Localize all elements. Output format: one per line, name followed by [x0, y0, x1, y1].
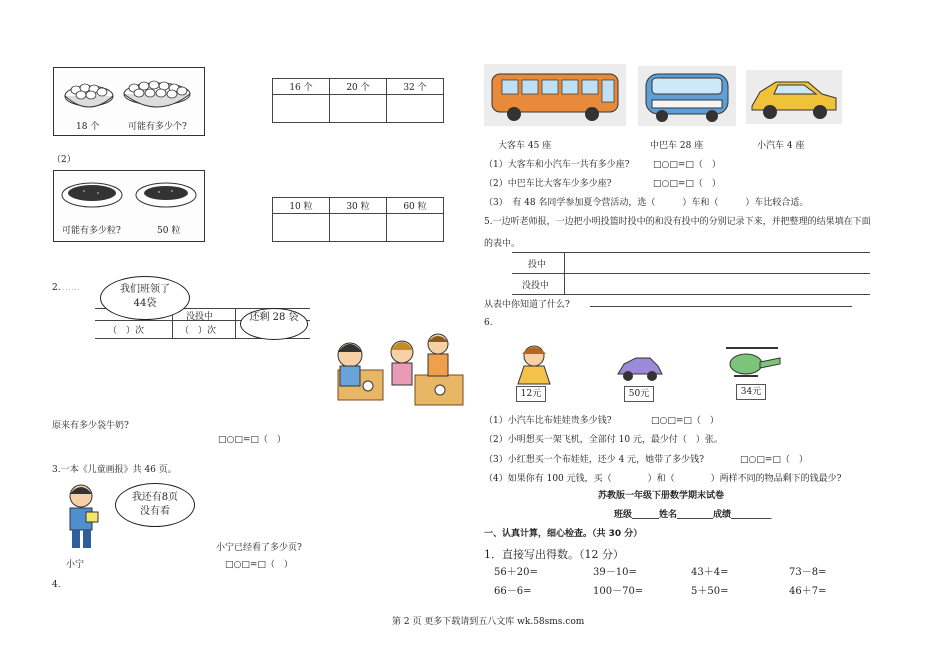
q5-line2: 的表中。: [484, 239, 521, 249]
exam-title: 苏教版一年级下册数学期末试卷: [598, 491, 725, 501]
toy-car-icon: [614, 352, 664, 384]
q2-count-cell[interactable]: （ ）次: [180, 326, 217, 336]
price-tag: [736, 384, 766, 400]
q6-question: （2）小明想买一架飞机，全部付 10 元，最少付（ ）张。: [484, 435, 723, 445]
q2-table-lines: [235, 308, 236, 338]
bubble-text: 我还有8页没有看: [131, 492, 179, 517]
q2-col-header: 没投中: [186, 312, 214, 322]
q5-question: 从表中你知道了什么?: [484, 300, 570, 310]
bubble-text: 还剩 28 袋: [249, 312, 299, 323]
vehicle-formula[interactable]: □○□=□（ ）: [653, 179, 721, 189]
answer-cell[interactable]: [387, 95, 444, 123]
price-tag: [516, 386, 546, 402]
calc-problem: 56＋20=: [494, 567, 538, 578]
q6-number: 6.: [484, 318, 493, 328]
part2-marker: （2）: [52, 155, 76, 165]
calc-problem: 66－6=: [494, 586, 532, 597]
q6-question: （3）小红想买一个布娃娃，还少 4 元，她带了多少钱?: [484, 455, 705, 465]
bubble-text: 我们班领了44袋: [120, 284, 170, 309]
vehicle-formula[interactable]: □○□=□（ ）: [653, 160, 721, 170]
calc-problem: 43＋4=: [691, 567, 729, 578]
beans-answer-table: [272, 197, 444, 242]
q5-row-label: 投中: [528, 260, 547, 270]
toy-helicopter-icon: [720, 342, 784, 382]
page-footer: 第 2 页 更多下载请到五八文库 wk.58sms.com: [392, 617, 585, 627]
table-cell: 16 个: [273, 79, 330, 95]
q2-question: 原来有多少袋牛奶?: [52, 421, 129, 431]
q5-line1: 5.一边听老师报，一边把小明投篮时投中的和没有投中的分别记录下来，并把整理的结果填在下面: [484, 217, 871, 227]
vehicle-label: 小汽车 4 座: [757, 141, 805, 151]
speech-bubble-right: [240, 308, 308, 340]
price-text: 50元: [628, 389, 650, 399]
calc-problem: 5＋50=: [691, 586, 729, 597]
doll-icon: [512, 342, 558, 392]
calc-problem: 46＋7=: [789, 586, 827, 597]
vehicle-question: （1）大客车和小汽车一共有多少座?: [484, 160, 630, 170]
children-with-box-illustration: [320, 330, 470, 412]
vehicle-question: （2）中巴车比大客车少多少座?: [484, 179, 612, 189]
price-tag: [624, 386, 654, 402]
section-title: 一、认真计算，细心检查。（共 30 分）: [484, 529, 643, 539]
vehicle-label: 中巴车 28 座: [650, 141, 704, 151]
vehicle-label: 大客车 45 座: [498, 141, 552, 151]
beans-known-label: 50 粒: [157, 226, 181, 236]
beans-picture: [53, 170, 205, 242]
q3-name: 小宁: [66, 560, 85, 570]
answer-cell[interactable]: [330, 95, 387, 123]
answer-cell[interactable]: [387, 214, 444, 242]
subsection-title: 1．直接写出得数。（12 分）: [484, 548, 624, 561]
speech-bubble-q3: [115, 483, 195, 527]
table-cell: 10 粒: [273, 198, 330, 214]
q3-text: 3.一本《儿童画报》共 46 页。: [52, 465, 177, 475]
calc-problem: 73－8=: [789, 567, 827, 578]
table-cell: 30 粒: [330, 198, 387, 214]
q4-number: 4.: [52, 580, 61, 590]
eggs-unknown-label: 可能有多少个?: [128, 122, 187, 132]
q2-faint-text: ……: [62, 283, 80, 293]
price-text: 12元: [520, 389, 542, 399]
bus-icon: [484, 64, 626, 126]
q5-table: [512, 252, 870, 294]
eggs-answer-table: [272, 78, 444, 123]
beans-unknown-label: 可能有多少粒?: [62, 226, 121, 236]
minibus-picture: [638, 66, 736, 126]
answer-cell[interactable]: [273, 214, 330, 242]
q5-answer-line[interactable]: [590, 306, 852, 307]
table-cell: 32 个: [387, 79, 444, 95]
calc-problem: 39－10=: [593, 567, 637, 578]
q5-row-label: 没投中: [522, 281, 550, 291]
q6-question: （1）小汽车比布娃娃贵多少钱?: [484, 416, 612, 426]
answer-cell[interactable]: [273, 95, 330, 123]
q6-formula[interactable]: □○□=□（ ）: [651, 416, 719, 426]
xiaoning-boy-illustration: [56, 482, 106, 552]
calc-problem: 100－70=: [593, 586, 644, 597]
q3-question: 小宁已经看了多少页?: [216, 543, 302, 553]
q2-count-cell[interactable]: （ ）次: [108, 326, 145, 336]
minibus-icon: [638, 66, 736, 126]
q6-question: （4）如果你有 100 元钱，买（ ）和（ ）两样不同的物品剩下的钱最少?: [484, 474, 842, 484]
speech-bubble-left: [100, 276, 190, 320]
q6-formula[interactable]: □○□=□（ ）: [740, 455, 808, 465]
eggs-picture: [53, 67, 205, 136]
table-cell: 60 粒: [387, 198, 444, 214]
q2-formula[interactable]: □○□=□（ ）: [218, 435, 286, 445]
eggs-known-label: 18 个: [76, 122, 100, 132]
q3-formula[interactable]: □○□=□（ ）: [225, 560, 293, 570]
vehicle-question: （3） 有 48 名同学参加夏令营活动，选（ ）车和（ ）车比较合适。: [484, 198, 809, 208]
bus-picture: [484, 64, 626, 126]
car-picture: [746, 70, 842, 124]
answer-cell[interactable]: [330, 214, 387, 242]
car-icon: [746, 70, 842, 124]
table-cell: 20 个: [330, 79, 387, 95]
q2-number: 2.: [52, 283, 61, 293]
price-text: 34元: [740, 387, 762, 397]
exam-info: 班级______姓名________成绩_________: [614, 510, 772, 520]
